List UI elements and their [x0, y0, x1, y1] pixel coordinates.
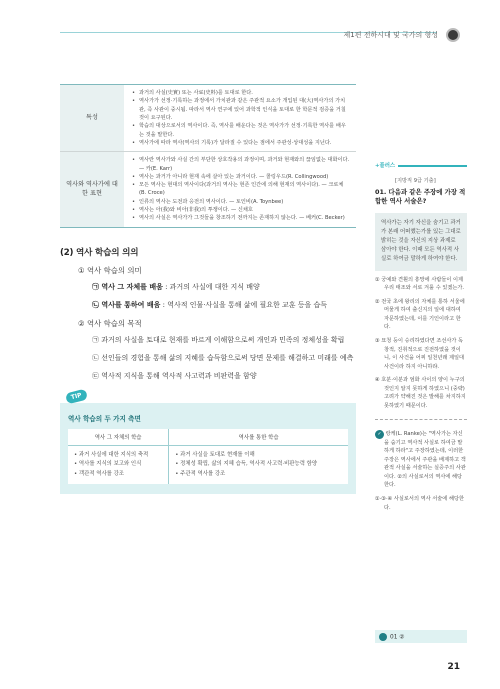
row-label: 역사와 역사가에 대한 표현	[60, 152, 124, 228]
table-row	[60, 152, 356, 228]
list-item: • 과거 사실에 대한 지식의 축적	[74, 452, 149, 459]
tip-table	[68, 429, 348, 484]
tip-badge: TIP	[65, 389, 88, 405]
answer-option: ② 전국 초에 왕리의 자체를 통하 서울에 머물게 하여 출신지의 일에 대하여 자문하였는데, 이를 기인이라고 한다.	[375, 298, 465, 331]
list-item: • 인류의 역사는 도전과 응전의 역사이다. — 토인비(A. Toynbee)	[132, 198, 284, 205]
exam-tag: [지방직 9급 기출]	[395, 178, 436, 184]
answer-option: ④ 호분·이분과 엄화 사이의 양이 누구의 것인지 알지 못하게 하였으니 (중략) 고려가 약해진 것은 발해를 차지하지 못하였기 때문이다.	[375, 377, 466, 410]
main-content	[60, 84, 356, 494]
side-question-block	[375, 165, 467, 512]
list-item: ㉡ 선인들의 경험을 통해 삶의 지혜를 습득함으로써 당면 문제를 해결하고 미래를 예측	[92, 354, 354, 363]
list-item: ㉢ 역사적 지식을 통해 역사적 사고력과 비판력을 함양	[92, 372, 257, 381]
list-item: • 모든 역사는 현대의 역사이다(과거의 역사는 현존 인간에 의해 현재의 역사이다). — 크로체(B. Croce)	[132, 182, 344, 197]
tip-title: 역사 학습의 두 가지 측면	[68, 415, 141, 424]
list-item: • 역사가에 따라 역사(역사의 기록)가 달라질 수 있다는 점에서 주관성·상대성을 지닌다.	[132, 139, 332, 146]
list-item: • 학습의 대상으로서의 역사이다. 즉, 역사를 배운다는 것은 역사가가 선정·기록한 역사를 배우는 것을 말한다.	[132, 123, 346, 138]
explanation-mark-icon: ✓	[375, 430, 384, 439]
explanation-line: ①·③·④ 사실로서의 역사 서술에 해당한다.	[375, 496, 464, 511]
list-item: ㉠ 과거의 사실을 토대로 현재를 바르게 이해함으로써 개인과 민족의 정체성을 확립	[92, 336, 345, 345]
list-item: ㉡ 역사를 통하여 배움 : 역사적 인물·사실을 통해 삶에 필요한 교훈 등을 습득	[92, 300, 328, 309]
row-content	[124, 152, 356, 228]
list-item: • 주관적 역사를 강조	[175, 470, 226, 477]
section-title: (2) 역사 학습의 의의	[60, 247, 139, 258]
list-item: • 역사는 과거가 아니라 현재 속에 살아 있는 과거이다. — 콜링우드(R. Collingwood)	[132, 173, 329, 180]
list-item: • 정체성 확립, 삶의 지혜 습득, 역사적 사고력·비판능력 함양	[175, 461, 318, 468]
list-item: • 객관적 역사를 강조	[74, 470, 124, 477]
features-table	[60, 84, 356, 228]
row-content	[124, 85, 356, 152]
tip-col-content	[68, 446, 169, 484]
explanation-line: ✓ 랑케(L. Ranke)는 "역사가는 자신을 숨기고 역사적 사실로 하여금 말하게 하라"고 주장하였는데, 이러한 주장은 역사에서 주관을 배제하고 객관적 사실을 서술하는 실증주의 사관이다. ②의 사실로서의 역사에 해당한다.	[375, 430, 467, 490]
list-item: • 역사는 아(我)와 비아(非我)의 투쟁이다. — 신채호	[132, 207, 253, 214]
list-item: • 역사가가 선정·기록하는 과정에서 가치관과 같은 주관적 요소가 개입된 대(大)역사가의 가치관, 즉 사관이 중시됨. 따라서 역사 연구에 있어 과학적 인식을 토대로 한 학문적 검증을 거칠 것이 요구된다.	[132, 98, 346, 121]
list-item: • 과거 사실을 토대로 현재를 이해	[175, 452, 255, 459]
list-item: • 과거의 사실(史實) 또는 사료(史料)를 토대로 한다.	[132, 90, 253, 96]
row-label: 특성	[60, 85, 124, 152]
tip-box	[60, 391, 356, 494]
plus-badge: +플러스	[375, 161, 398, 169]
tip-col-header: 역사를 통한 학습	[169, 429, 348, 446]
list-item: ㉠ 역사 그 자체를 배움 : 과거의 사실에 대한 지식 배양	[92, 282, 260, 291]
side-column	[375, 165, 467, 512]
answer-option: ③ 묘청 등이 승리하였다면 조선사가 독창적, 진취적으로 진전하였을 것이니, 이 사건을 어찌 일천년래 제일대 사건이라 하지 아니하랴.	[375, 337, 465, 370]
question-text: 01. 다음과 같은 주장에 가장 적합한 역사 서술은?	[375, 188, 466, 206]
tip-content	[60, 403, 356, 494]
answer-explanation	[375, 419, 467, 513]
header-logo-icon	[446, 28, 460, 42]
subsection-title: ② 역사 학습의 목적	[78, 319, 142, 329]
answer-key-bar	[375, 630, 467, 643]
question-passage: 역사가는 자기 자신을 숨기고 과거가 본래 어떠했는가를 있는 그대로 밝히는 것을 자신의 지상 과제로 삼아야 한다. 이때 모든 역사적 사실로 하여금 말하게 하여야 한다.	[375, 213, 467, 271]
answer-key-text: 01 ②	[390, 634, 405, 641]
tip-col-content	[169, 446, 348, 484]
answer-option: ① 궁예와 견훤의 흥망에 사람들이 이제 우리 태조와 서로 겨룰 수 있겠는가.	[375, 276, 465, 292]
tip-col-header: 역사 그 자체의 학습	[68, 429, 169, 446]
subsection-title: ① 역사 학습의 의미	[78, 265, 142, 275]
header-title: 제1편 전하시대 및 국가의 형성	[343, 31, 438, 39]
answer-key-icon	[379, 633, 387, 641]
list-item: • 역사를 지식의 보고와 인식	[74, 461, 142, 468]
page-header	[0, 0, 500, 84]
list-item: • 역사란 역사가와 사실 간의 부단한 상호작용의 과정이며, 과거와 현재와의 끊임없는 대화이다. — 카(E. Karr)	[132, 157, 350, 172]
list-item: • 역사의 사실은 역사가가 그것들을 창조하기 전까지는 존재하지 않는다. — 베커(C. Becker)	[132, 215, 345, 222]
page-number: 21	[447, 662, 460, 672]
table-row	[60, 85, 356, 152]
